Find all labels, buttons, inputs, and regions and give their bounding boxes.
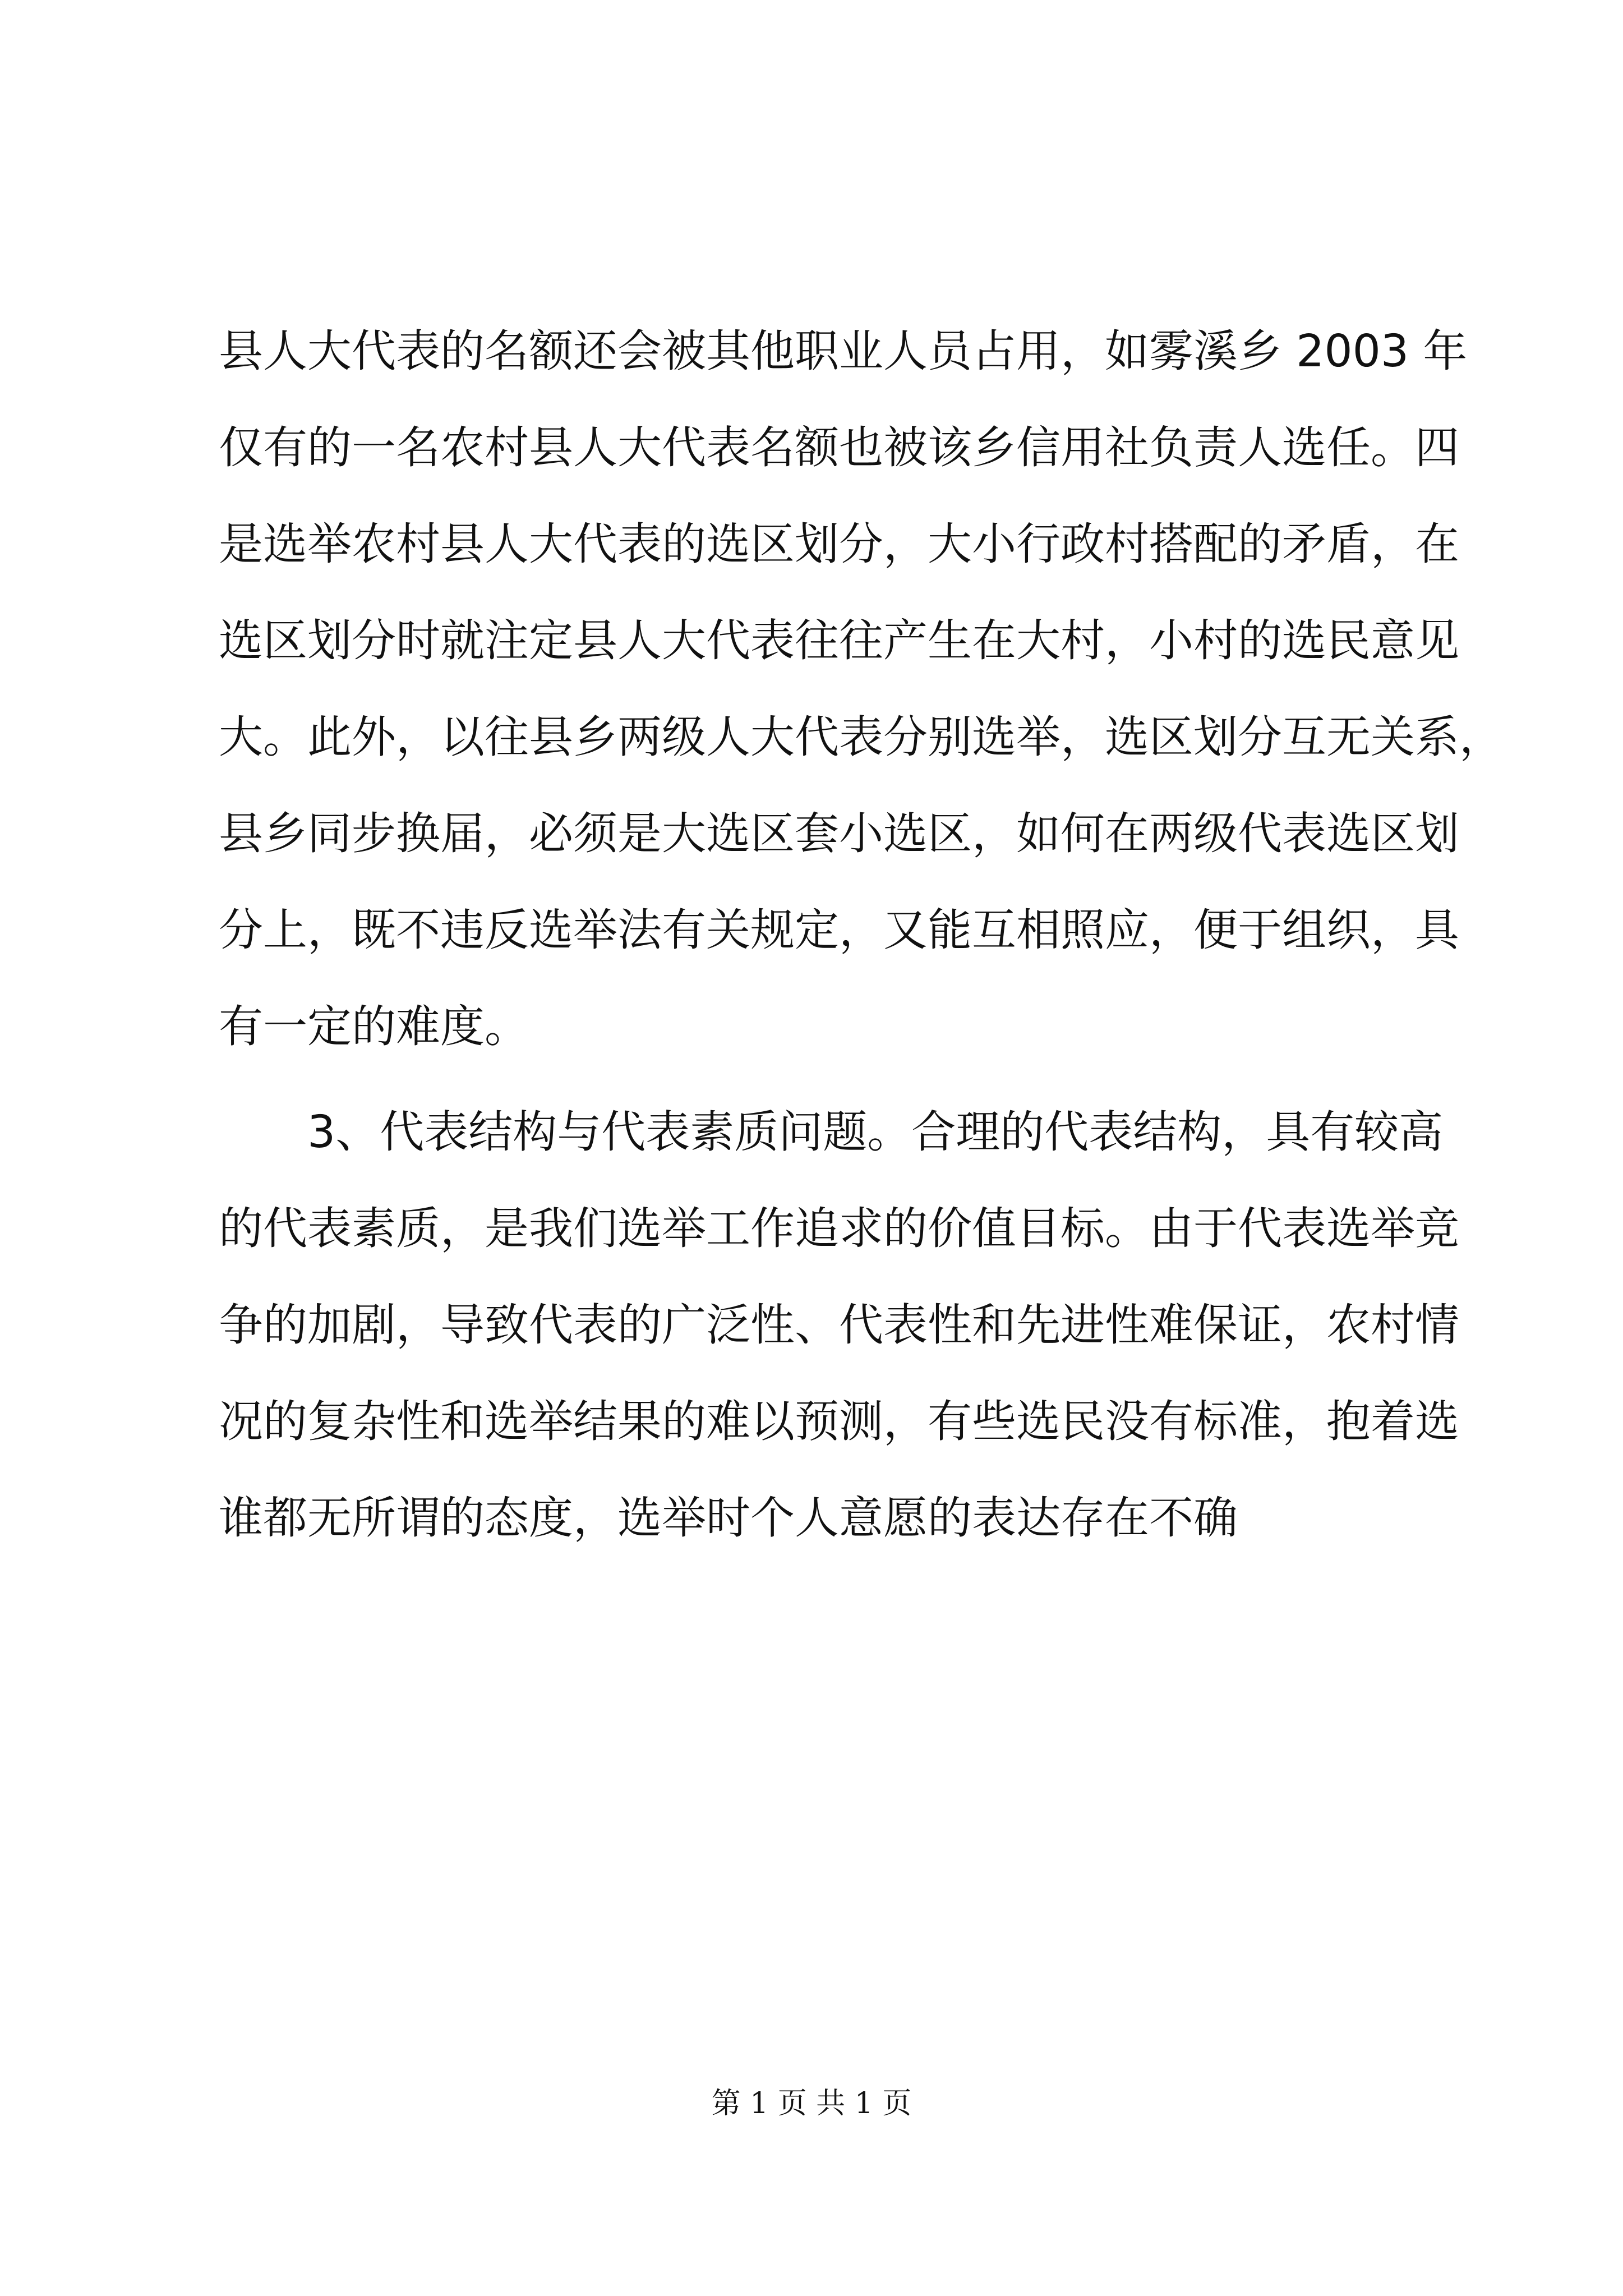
text-line: 是选举农村县人大代表的选区划分，大小行政村搭配的矛盾，在 [219,518,1459,570]
text-line: 县乡同步换届，必须是大选区套小选区，如何在两级代表选区划 [219,808,1459,859]
page-footer: 第 1 页 共 1 页 [711,2087,912,2120]
text-line: 选区划分时就注定县人大代表往往产生在大村，小村的选民意见 [219,615,1459,666]
text-line: 县人大代表的名额还会被其他职业人员占用，如雾溪乡 2003 年 [219,325,1468,377]
document-body [219,303,1504,1566]
text-line: 争的加剧，导致代表的广泛性、代表性和先进性难保证，农村情 [219,1299,1459,1351]
text-line: 的代表素质，是我们选举工作追求的价值目标。由于代表选举竞 [219,1203,1459,1254]
paragraph-1 [219,303,1504,1075]
paragraph-2 [219,1084,1459,1566]
text-line: 大。此外，以往县乡两级人大代表分别选举，选区划分互无关系， [219,711,1504,763]
text-line: 有一定的难度。 [219,1001,529,1052]
text-line: 况的复杂性和选举结果的难以预测，有些选民没有标准，抱着选 [219,1396,1459,1447]
text-line: 谁都无所谓的态度，选举时个人意愿的表达存在不确 [219,1492,1238,1544]
text-line: 分上，既不违反选举法有关规定，又能互相照应，便于组织，具 [219,904,1459,956]
text-line: 3、代表结构与代表素质问题。合理的代表结构，具有较高 [219,1106,1444,1158]
text-line: 仅有的一名农村县人大代表名额也被该乡信用社负责人选任。四 [219,422,1459,473]
